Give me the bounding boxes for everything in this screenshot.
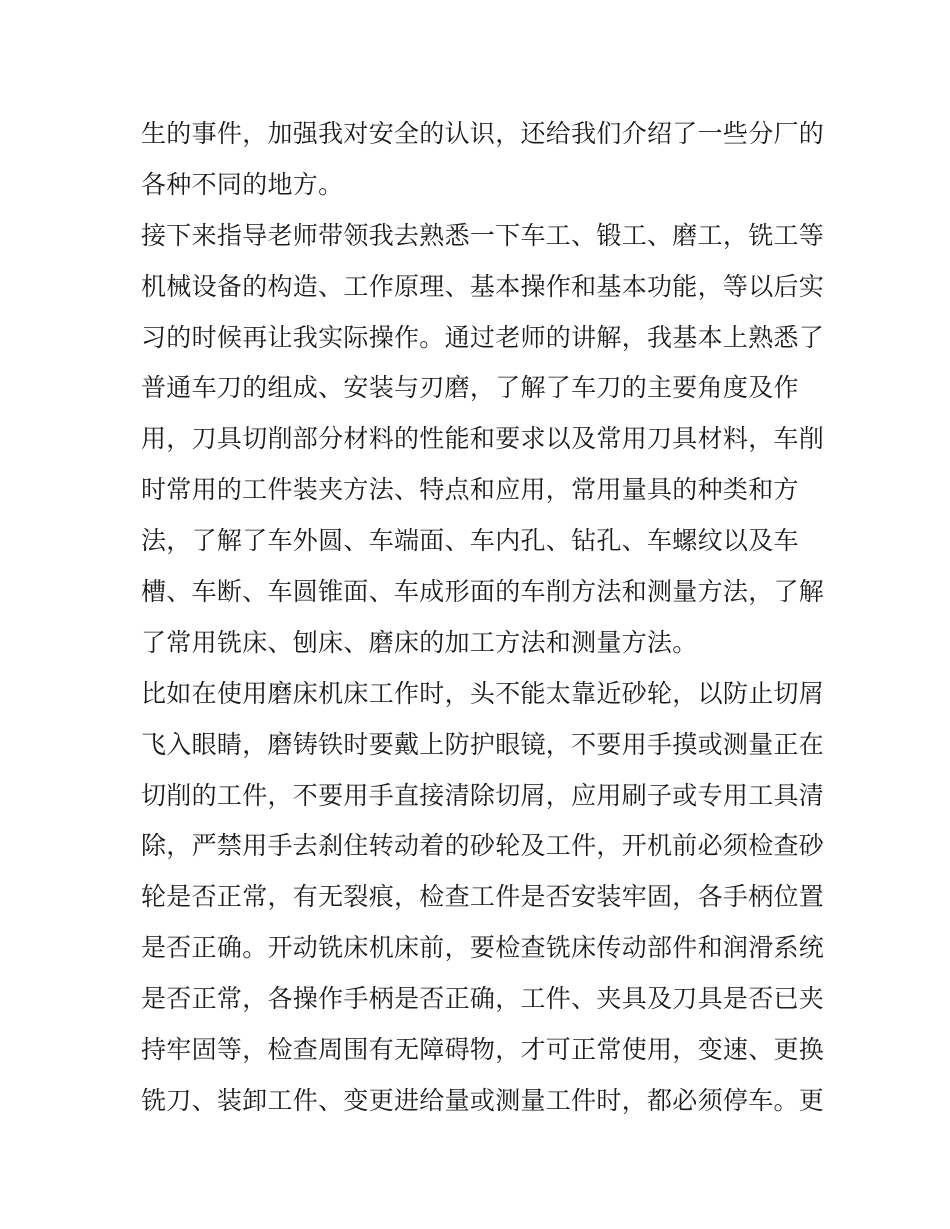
text-line: 了常用铣床、刨床、磨床的加工方法和测量方法。 xyxy=(141,627,698,657)
body-text xyxy=(141,109,825,1127)
text-line: 是否正确。开动铣床机床前，要检查铣床传动部件和润滑系统 xyxy=(141,933,825,963)
text-line: 轮是否正常，有无裂痕，检查工件是否安装牢固，各手柄位置 xyxy=(141,882,825,912)
text-line: 用，刀具切削部分材料的性能和要求以及常用刀具材料，车削 xyxy=(141,424,825,454)
text-line: 时常用的工件装夹方法、特点和应用，常用量具的种类和方 xyxy=(141,475,799,505)
text-line: 飞入眼睛，磨铸铁时要戴上防护眼镜，不要用手摸或测量正在 xyxy=(141,729,825,759)
text-line: 习的时候再让我实际操作。通过老师的讲解，我基本上熟悉了 xyxy=(141,322,825,352)
text-line: 普通车刀的组成、安装与刃磨，了解了车刀的主要角度及作 xyxy=(141,373,799,403)
text-line: 除，严禁用手去刹住转动着的砂轮及工件，开机前必须检查砂 xyxy=(141,831,825,861)
text-line: 比如在使用磨床机床工作时，头不能太靠近砂轮，以防止切屑 xyxy=(141,678,825,708)
text-line: 各种不同的地方。 xyxy=(141,169,344,199)
text-line: 槽、车断、车圆锥面、车成形面的车削方法和测量方法，了解 xyxy=(141,577,825,607)
text-line: 生的事件，加强我对安全的认识，还给我们介绍了一些分厂的 xyxy=(141,119,825,148)
text-line: 接下来指导老师带领我去熟悉一下车工、锻工、磨工，铣工等 xyxy=(141,220,825,250)
text-line: 切削的工件，不要用手直接清除切屑，应用刷子或专用工具清 xyxy=(141,780,825,810)
text-line: 机械设备的构造、工作原理、基本操作和基本功能，等以后实 xyxy=(141,271,825,301)
text-line: 法，了解了车外圆、车端面、车内孔、钻孔、车螺纹以及车 xyxy=(141,526,799,556)
text-line: 持牢固等，检查周围有无障碍物，才可正常使用，变速、更换 xyxy=(141,1035,825,1065)
text-line: 铣刀、装卸工件、变更进给量或测量工件时，都必须停车。更 xyxy=(141,1085,825,1115)
text-line: 是否正常，各操作手柄是否正确，工件、夹具及刀具是否已夹 xyxy=(141,984,825,1014)
